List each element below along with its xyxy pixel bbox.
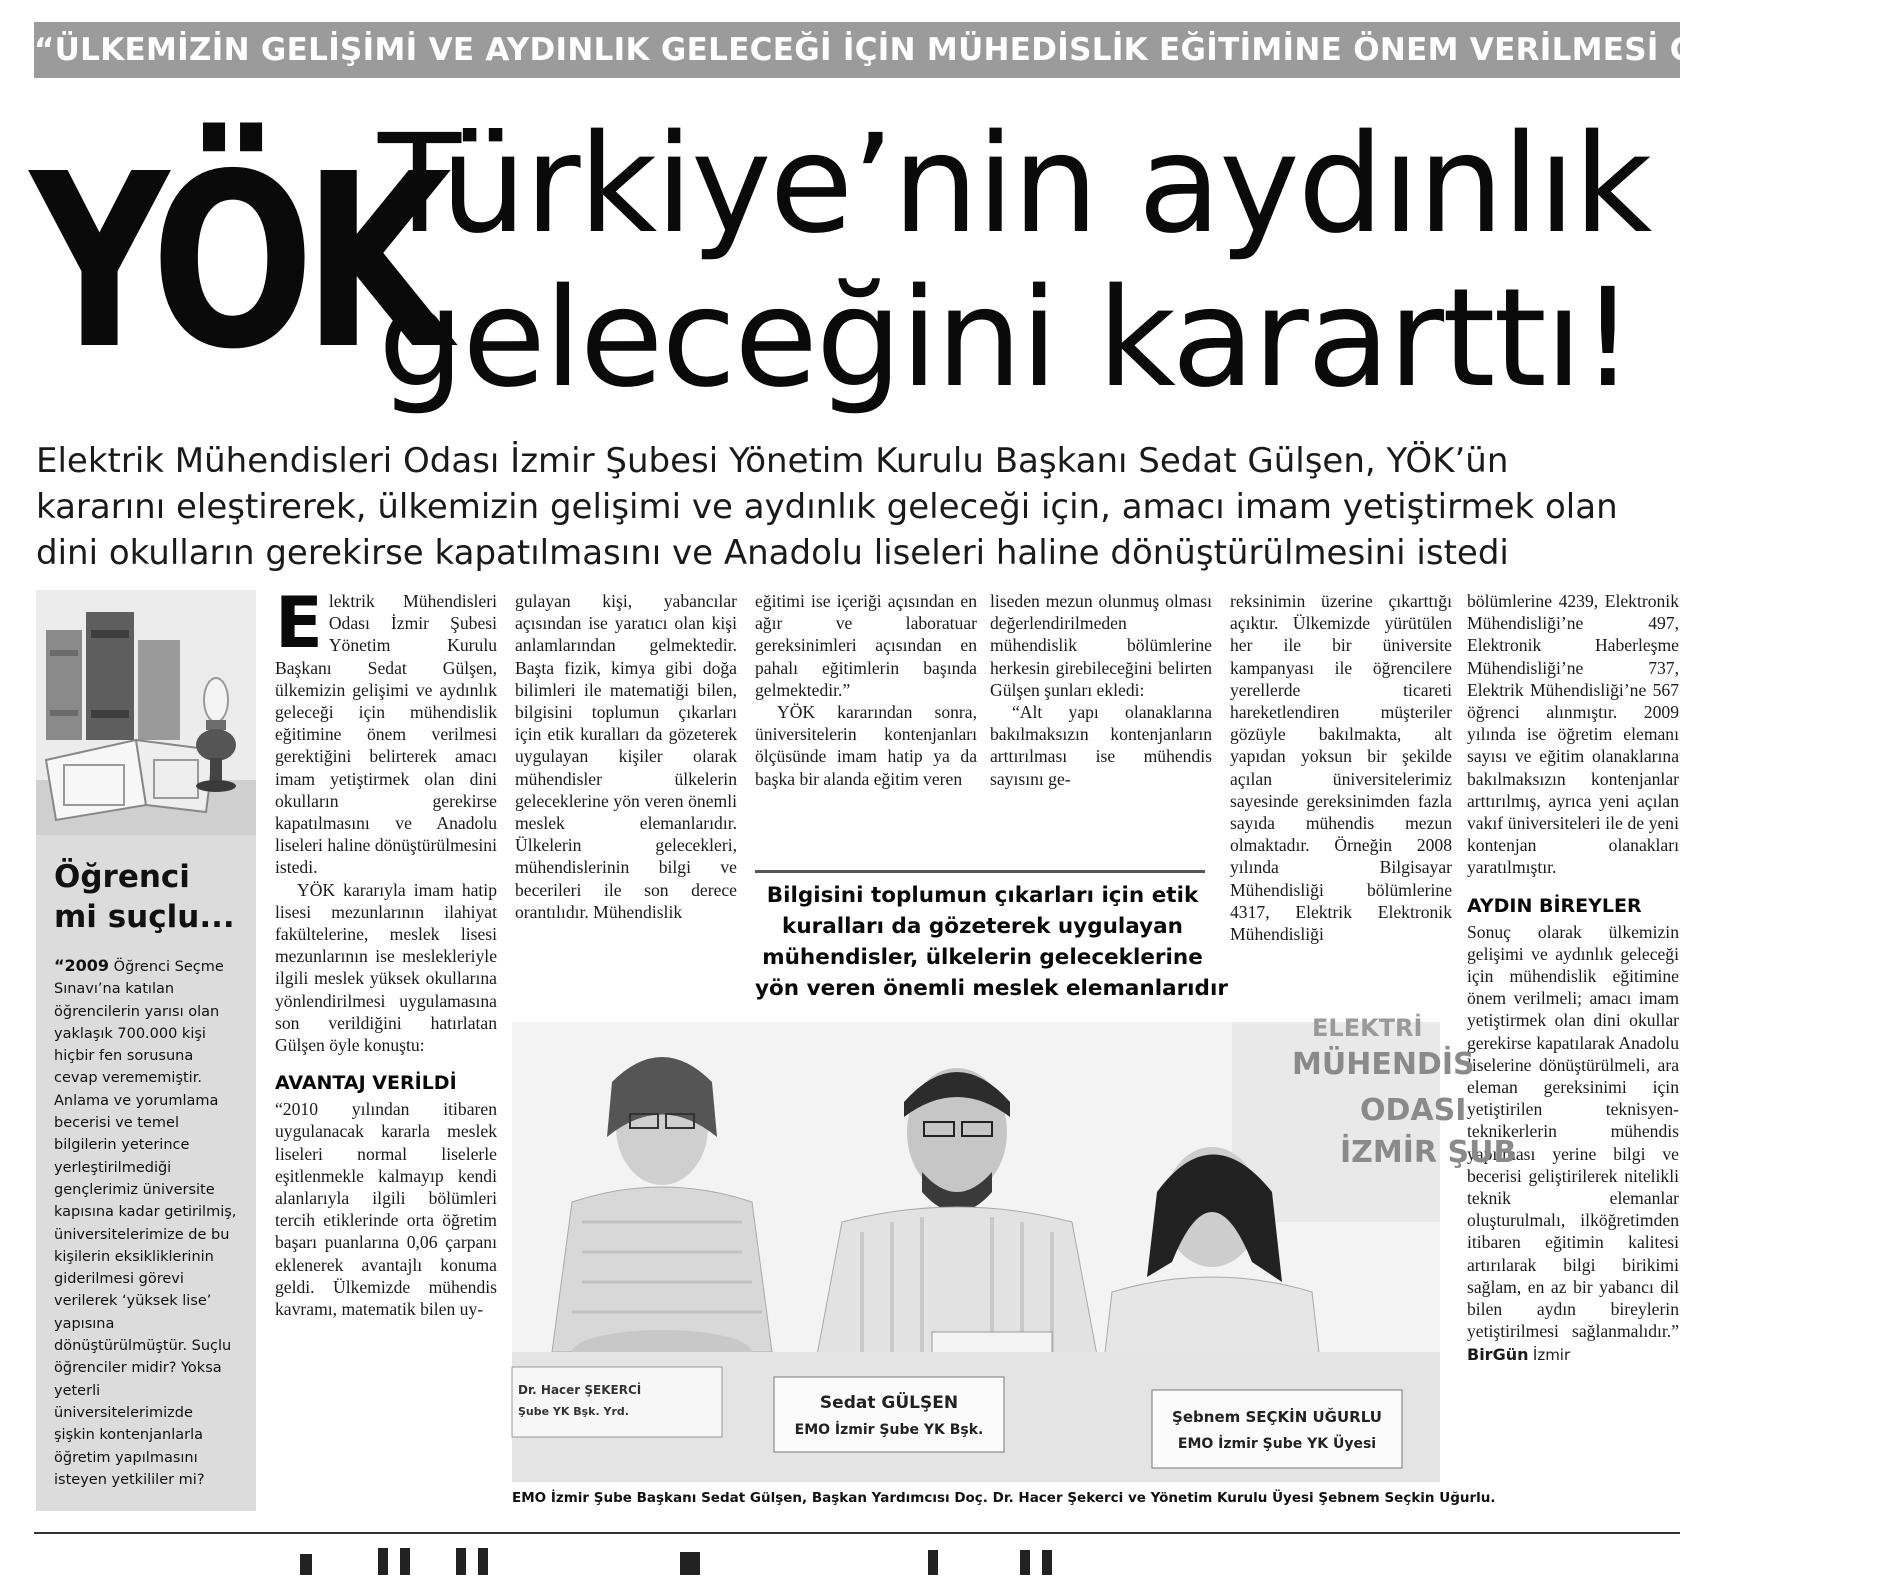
sidebar-body <box>54 955 238 1491</box>
nameplate-1-name: Dr. Hacer ŞEKERCİ <box>518 1383 642 1397</box>
article-column-3 <box>755 590 977 858</box>
article-paragraph: YÖK kararıyla imam hatip lisesi mezunlarının ilahiyat fakültelerine, meslek lisesi mezunlarının ise meslekleriyle ilgili meslek yüksek okullarına yönlendirilmesi uygulamasına son verildiğini hatırlatan Gülşen öyle konuştu: <box>275 879 497 1056</box>
article-paragraph: reksinimin üzerine çıkarttığı açıktır. Ülkemizde yürütülen her ile bir üniversite kampanyası ile öğrencilere yerellerde ticareti hareketlendiren müşteriler gözüyle bakılmakta, alt yapıdan yoksun bir şekilde açılan üniversitelerimiz sayesinde gereksinimden fazla sayıda mühendis mezun olmaktadır. Örneğin 2008 yılında Bilgisayar Mühendisliği bölümlerine 4317, Elektrik Elektronik Mühendisliği <box>1230 591 1452 945</box>
pullquote-rule <box>755 870 1205 873</box>
kicker-banner: “ÜLKEMİZİN GELİŞİMİ VE AYDINLIK GELECEĞİ İÇİN MÜHEDİSLİK EĞİTİMİNE ÖNEM VERİLMESİ GEREKİYOR” <box>34 22 1680 78</box>
article-paragraph: YÖK kararından sonra, üniversitelerin kontenjanları ölçüsünde imam hatip ya da başka bir alanda eğitim veren <box>755 702 977 789</box>
pullquote-line-1: Bilgisini toplumun çıkarları için etik <box>766 883 1199 908</box>
next-headline-fragment <box>260 1546 1160 1575</box>
subhead-aydin-bireyler: AYDIN BİREYLER <box>1467 894 1642 917</box>
sidebar-text: Öğrenci Seçme Sınavı’na katılan öğrencilerin yarısı olan yaklaşık 700.000 kişi hiçbir fen sorusuna cevap verememiştir. Anlama ve yorumlama becerisi ve temel bilgilerin yeterince yerleştirilmediği gençlerimiz üniversite kapısına kadar getirilmiş, üniversitelerimize de bu kişilerin eksikliklerinin giderilmesi görevi verilerek ‘yüksek lise’ yapısına dönüştürülmüştür. Suçlu öğrenciler midir? Yoksa yeterli üniversitelerimizde şişkin kontenjanlarla öğretim yapılmasını isteyen yetkililer mi? <box>54 959 237 1488</box>
article-paragraph <box>275 582 497 879</box>
article-paragraph: “2010 yılından itibaren uygulanacak kararla meslek liseleri normal liselerle eşitlenmekle kalmayıp kendi alanlarıyla ilgili bölümleri tercih etiklerinde orta öğretim başarı puanlarına 0,06 çarpanı eklenerek avantajlı konuma geldi. Ülkemizde mühendis kavramı, matematik bilen uy- <box>275 1099 497 1320</box>
article-column-4 <box>990 590 1212 858</box>
byline-source: BirGün <box>1467 1344 1529 1364</box>
article-text: lektrik Mühendisleri Odası İzmir Şubesi Yönetim Kurulu Başkanı Sedat Gülşen, ülkemizin gelişimi ve aydınlık geleceği için mühendislik eğitimine önem verilmesi gerektiğini belirterek amacı imam yetiştirmek olan dini okulların gerekirse kapatılmasını ve Anadolu liseleri haline dönüştürülmesini istedi. <box>275 591 497 878</box>
article-column-5 <box>1230 590 1452 1020</box>
dropcap: E <box>275 582 323 664</box>
pullquote-line-3: mühendisler, ülkelerin geleceklerine <box>762 945 1203 970</box>
pullquote <box>755 880 1228 1006</box>
headline-mark: YÖK <box>30 122 441 402</box>
deck <box>36 438 1686 576</box>
bottom-rule <box>34 1532 1680 1534</box>
nameplate-3-name: Şebnem SEÇKİN UĞURLU <box>1172 1408 1382 1426</box>
nameplate-3-role: EMO İzmir Şube YK Üyesi <box>1177 1436 1377 1452</box>
subhead-avantaj: AVANTAJ VERİLDİ <box>275 1072 457 1095</box>
nameplate-2-name: Sedat GÜLŞEN <box>819 1393 959 1413</box>
sidebar-photo <box>36 590 256 835</box>
article-paragraph: gulayan kişi, yabancılar açısından ise yaratıcı olan kişi anlamlarından gelmektedir. Başta fizik, kimya gibi doğa bilimleri ile matematiği bilen, bilgisini toplumun çıkarları için etik kuralları da gözeterek uygulayan kişiler olarak mühendisler ülkelerin geleceklerine yön veren önemli meslek elemanlarıdır. Ülkelerin gelecekleri, mühendislerinin bilgi ve becerileri ile son derece orantılıdır. Mühendislik <box>515 591 737 922</box>
pullquote-line-2: kuralları da gözeterek uygulayan <box>782 914 1183 939</box>
article-paragraph: liseden mezun olunmuş olması değerlendirilmeden mühendislik bölümlerine herkesin girebileceğini belirten Gülşen şunları ekledi: <box>990 591 1212 700</box>
headline <box>378 108 1688 416</box>
deck-line-2: kararını eleştirerek, ülkemizin gelişimi ve aydınlık geleceği için, amacı imam yetiştirmek olan <box>36 487 1618 527</box>
nameplate-1-role: Şube YK Bşk. Yrd. <box>518 1405 629 1418</box>
photo-banner-line-4: İZMİR ŞUB <box>1340 1135 1517 1170</box>
sidebar-box <box>36 835 256 1511</box>
pullquote-line-4: yön veren önemli meslek elemanlarıdır <box>755 976 1228 1001</box>
deck-line-3: dini okulların gerekirse kapatılmasını ve Anadolu liseleri haline dönüştürülmesini istedi <box>36 533 1509 573</box>
article-column-6 <box>1467 590 1679 1366</box>
headline-line-1: Türkiye’nin aydınlık <box>378 106 1651 264</box>
nameplate-2-role: EMO İzmir Şube YK Bşk. <box>794 1422 984 1438</box>
photo-banner-line-2: MÜHENDİS <box>1292 1047 1475 1082</box>
deck-line-1: Elektrik Mühendisleri Odası İzmir Şubesi Yönetim Kurulu Başkanı Sedat Gülşen, YÖK’ün <box>36 441 1509 481</box>
byline-city: İzmir <box>1532 1345 1571 1364</box>
article-paragraph: bölümlerine 4239, Elektronik Mühendisliği’ne 497, Elektronik Haberleşme Mühendisliği’ne 737, Elektrik Mühendisliği’ne 567 öğrenci alınmıştır. 2009 yılında ise öğretim elemanı sayısı ve eğitim olanaklarına bakılmaksızın kontenjanlar arttırılmış, ayrıca yeni açılan vakıf üniversiteleri ile de yeni kontenjan olanakları yaratılmıştır. <box>1467 591 1679 878</box>
sidebar-lead: “2009 <box>54 956 110 975</box>
photo-banner-line-1: ELEKTRİ <box>1312 1014 1423 1042</box>
article-text: Sonuç olarak ülkemizin gelişimi ve aydınlık geleceği için mühendislik eğitimine önem verilmeli; amacı imam yetiştirmek olan dini okullar gerekirse kapatılarak Anadolu liselerine dönüştürülmeli, ara eleman gereksinimi için yetiştirilen teknisyen-teknikerlerin mühendis yapılması yerine bilgi ve becerisi geliştirilerek nitelikli teknik elemanlar oluşturulmalı, ilköğretimden itibaren eğitimin kalitesi artırılarak bilgi birikimi sağlam, en az bir yabancı dil bilen aydın bireylerin yetiştirilmesi sağlanmalıdır.” <box>1467 921 1679 1342</box>
article-column-1 <box>275 582 497 1320</box>
photo-banner-line-3: ODASI <box>1360 1093 1467 1128</box>
sidebar-title: Öğrenci mi suçlu... <box>54 859 235 935</box>
article-paragraph: “Alt yapı olanaklarına bakılmaksızın kontenjanların arttırılması ise mühendis sayısını ge- <box>990 702 1212 789</box>
article-column-2 <box>515 590 737 923</box>
article-paragraph: eğitimi ise içeriği açısından en ağır ve laboratuar gereksinimleri açısından en pahalı eğitimlerin başında gelmektedir.” <box>755 591 977 700</box>
headline-line-2: geleceğini kararttı! <box>378 260 1634 418</box>
photo-caption: EMO İzmir Şube Başkanı Sedat Gülşen, Başkan Yardımcısı Doç. Dr. Hacer Şekerci ve Yönetim Kurulu Üyesi Şebnem Seçkin Uğurlu. <box>512 1490 1496 1506</box>
next-headline-ascenders <box>260 1546 1160 1575</box>
books-lamp-illustration <box>36 590 256 835</box>
